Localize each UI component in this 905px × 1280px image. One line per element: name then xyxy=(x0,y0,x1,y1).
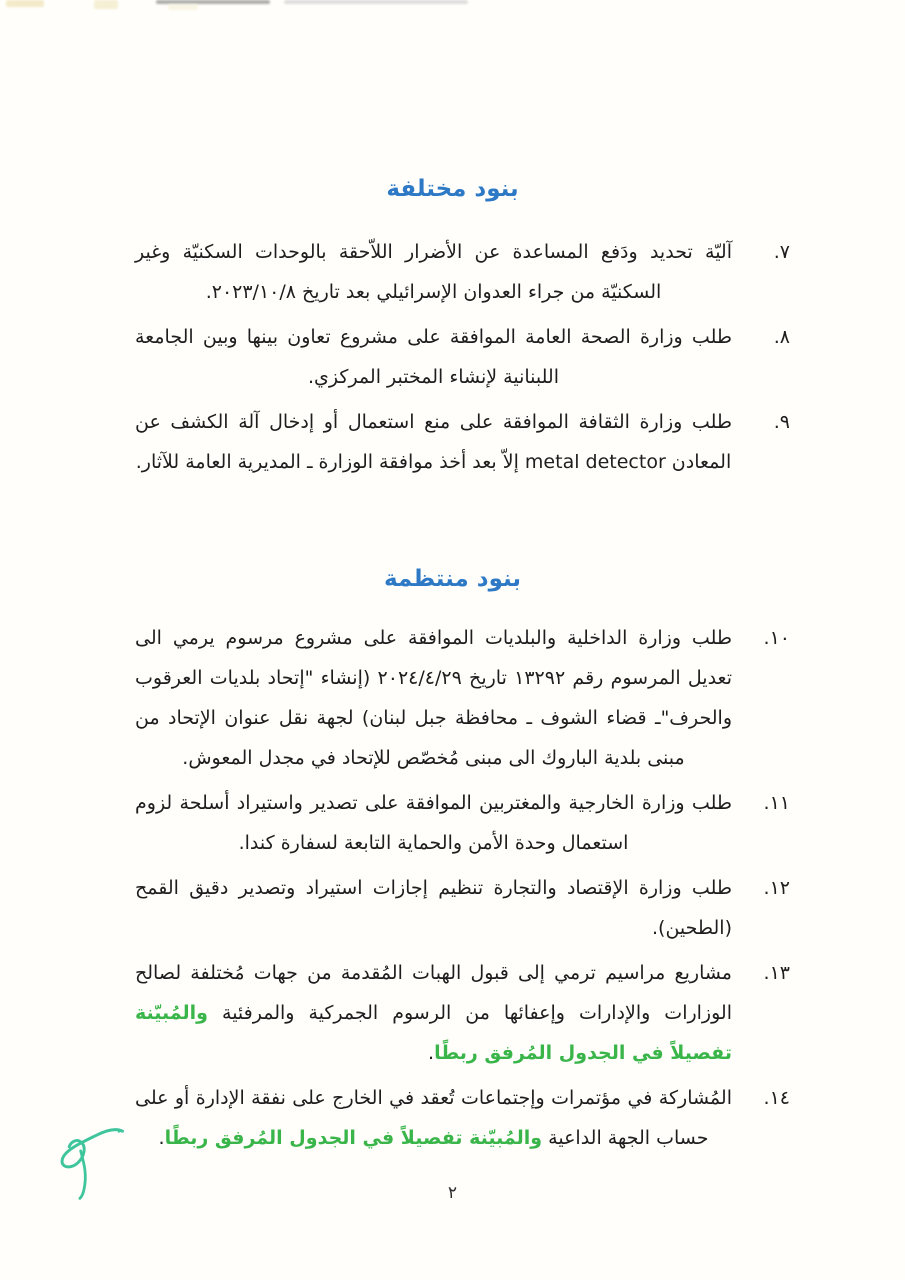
list-item xyxy=(135,783,790,863)
item-text xyxy=(135,317,732,397)
item-number: ١٣. xyxy=(763,962,790,984)
list-item xyxy=(135,317,790,397)
text-segment: طلب وزارة الصحة العامة الموافقة على مشروع تعاون بينها وبين الجامعة اللبنانية لإنشاء المختبر المركزي. xyxy=(135,326,732,388)
item-text xyxy=(135,783,732,863)
text-segment: طلب وزارة الثقافة الموافقة على منع استعمال أو إدخال آلة الكشف عن المعادن metal detector إلاّ بعد أخذ موافقة الوزارة ـ المديرية العامة للآثار. xyxy=(135,411,732,473)
item-text xyxy=(135,618,732,778)
items-list-misc xyxy=(135,232,790,487)
item-text xyxy=(135,402,732,482)
scan-stain-artifact xyxy=(94,0,118,9)
item-number: ٨. xyxy=(773,326,790,348)
scan-smudge-artifact xyxy=(284,0,468,4)
item-text xyxy=(135,1078,732,1158)
text-segment: المُشاركة في مؤتمرات وإجتماعات تُعقد في الخارج على نفقة الإدارة أو على حساب الجهة الداعية xyxy=(135,1087,732,1149)
item-number: ٩. xyxy=(773,411,790,433)
text-segment: . xyxy=(428,1042,435,1064)
list-item xyxy=(135,232,790,312)
text-segment: مشاريع مراسيم ترمي إلى قبول الهبات المُقدمة من جهات مُختلفة لصالح الوزارات والإدارات وإعفائها من الرسوم الجمركية والمرفئية xyxy=(135,962,732,1024)
scan-stain-artifact xyxy=(6,0,44,7)
list-item xyxy=(135,868,790,948)
list-item xyxy=(135,618,790,778)
page-number: ٢ xyxy=(447,1183,458,1203)
item-number: ١٠. xyxy=(763,627,790,649)
item-text xyxy=(135,232,732,312)
highlighted-text-segment: والمُبيّنة تفصيلاً في الجدول المُرفق ربطًا xyxy=(164,1127,543,1149)
section-title-regular: بنود منتظمة xyxy=(383,566,522,592)
list-item xyxy=(135,953,790,1073)
items-list-regular xyxy=(135,618,790,1163)
text-segment: طلب وزارة الداخلية والبلديات الموافقة على مشروع مرسوم يرمي الى تعديل المرسوم رقم ١٣٢٩٢ تاريخ ٢٠٢٤/٤/٢٩ (إنشاء "إتحاد بلديات العرقوب والحرف"ـ قضاء الشوف ـ محافظة جبل لبنان) لجهة نقل عنوان الإتحاد من مبنى بلدية الباروك الى مبنى مُخصّص للإتحاد في مجدل المعوش. xyxy=(135,627,732,769)
item-number: ١٢. xyxy=(763,877,790,899)
text-segment: . xyxy=(158,1127,165,1149)
item-number: ١١. xyxy=(763,792,790,814)
item-number: ١٤. xyxy=(763,1087,790,1109)
scan-stain-artifact xyxy=(168,4,198,10)
item-number: ٧. xyxy=(773,241,790,263)
section-title-misc: بنود مختلفة xyxy=(386,176,519,202)
item-text xyxy=(135,868,732,948)
list-item xyxy=(135,402,790,482)
text-segment: طلب وزارة الإقتصاد والتجارة تنظيم إجازات استيراد وتصدير دقيق القمح (الطحين). xyxy=(135,877,732,939)
text-segment: طلب وزارة الخارجية والمغتربين الموافقة على تصدير واستيراد أسلحة لزوم استعمال وحدة الأمن والحماية التابعة لسفارة كندا. xyxy=(135,792,732,854)
list-item xyxy=(135,1078,790,1158)
text-segment: آليّة تحديد ودَفع المساعدة عن الأضرار اللاّحقة بالوحدات السكنيّة وغير السكنيّة من جراء العدوان الإسرائيلي بعد تاريخ ٢٠٢٣/١٠/٨. xyxy=(135,241,732,303)
item-text xyxy=(135,953,732,1073)
highlighted-text-segment: والمُبيّنة تفصيلاً في الجدول المُرفق ربطًا xyxy=(135,1002,732,1064)
